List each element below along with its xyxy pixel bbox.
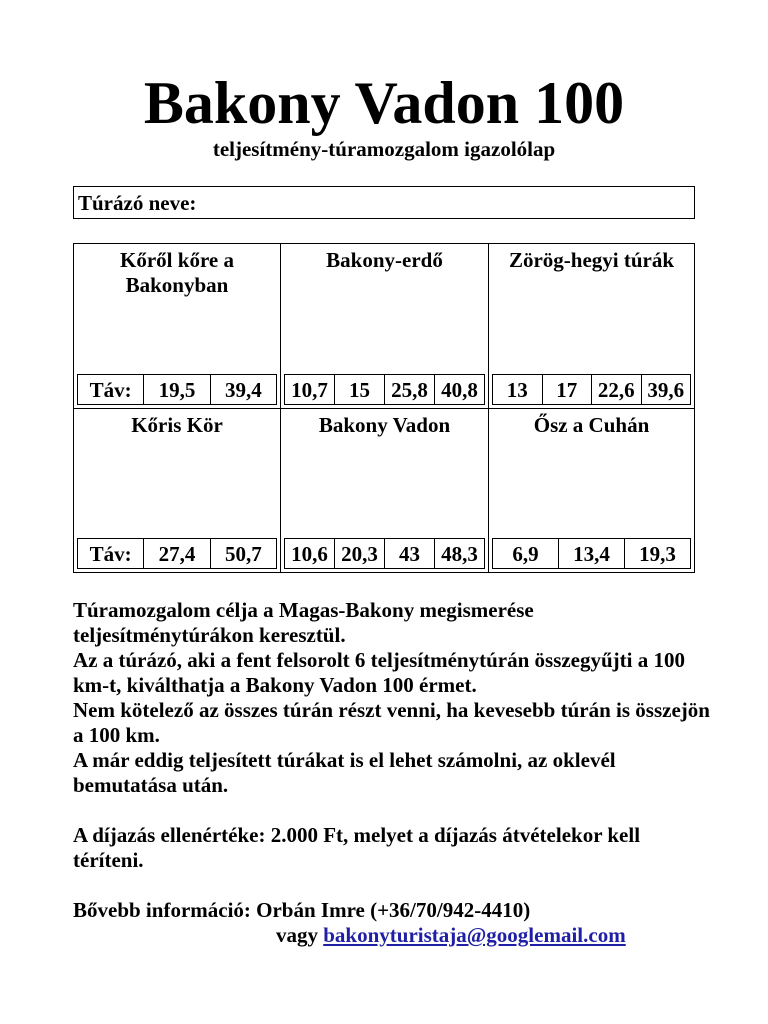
spacer (73, 873, 713, 898)
distance-label: Táv: (78, 539, 144, 568)
distance-value: 13 (493, 375, 543, 404)
distance-row (492, 374, 691, 405)
page-subtitle: teljesítmény-túramozgalom igazolólap (212, 137, 556, 161)
distance-row (77, 538, 277, 569)
tour-cell-koris-kor (74, 409, 281, 572)
distance-row (284, 374, 485, 405)
distance-value: 10,7 (285, 375, 335, 404)
distance-row (284, 538, 485, 569)
email-link[interactable]: bakonyturistaja@googlemail.com (323, 923, 626, 947)
tour-cell-koroI-kore (74, 244, 281, 409)
tour-name: Zörög-hegyi túrák (508, 248, 675, 272)
distance-value: 13,4 (559, 539, 625, 568)
distance-label: Táv: (78, 375, 144, 404)
contact-email-line (73, 923, 713, 948)
description-text (73, 598, 713, 948)
paragraph-goal: Túramozgalom célja a Magas-Bakony megismerése teljesítménytúrákon keresztül. (73, 598, 534, 647)
distance-value: 10,6 (285, 539, 335, 568)
paragraph-optional: Nem kötelező az összes túrán részt venni, ha kevesebb túrán is összejön a 100 km. (73, 698, 710, 747)
hiker-name-label: Túrázó neve: (78, 191, 197, 215)
hiker-name-field[interactable] (73, 186, 695, 219)
distance-value: 17 (543, 375, 593, 404)
distance-value: 25,8 (385, 375, 435, 404)
distance-value: 27,4 (144, 539, 210, 568)
distance-value: 39,4 (224, 377, 262, 402)
tour-name: Bakony-erdő (326, 248, 443, 272)
distance-value: 19,5 (144, 375, 210, 404)
paragraph-previous: A már eddig teljesített túrákat is el lehet számolni, az oklevél bemutatása után. (73, 748, 616, 797)
tour-name: Bakony Vadon (318, 413, 451, 437)
paragraph-fee: A díjazás ellenértéke: 2.000 Ft, melyet a díjazás átvételekor kell téríteni. (73, 823, 641, 872)
tour-name: Kőről kőre a Bakonyban (120, 248, 234, 297)
tour-cell-bakony-vadon (281, 409, 489, 572)
distance-value: 43 (385, 539, 435, 568)
distance-value: 40,8 (441, 377, 478, 402)
distance-row (492, 538, 691, 569)
spacer (73, 798, 713, 823)
distance-value: 39,6 (647, 377, 685, 402)
distance-value: 50,7 (224, 541, 262, 566)
distance-value: 22,6 (592, 375, 642, 404)
tour-grid (73, 243, 695, 573)
distance-value: 19,3 (639, 541, 676, 566)
page-title: Bakony Vadon 100 (143, 70, 625, 136)
distance-value: 15 (335, 375, 385, 404)
email-prefix: vagy (276, 923, 324, 947)
tour-cell-osz-a-cuhan (489, 409, 694, 572)
distance-value: 20,3 (335, 539, 385, 568)
paragraph-requirement: Az a túrázó, aki a fent felsorolt 6 teljesítménytúrán összegyűjti a 100 km-t, kiválthatja a Bakony Vadon 100 érmet. (73, 648, 686, 697)
distance-row (77, 374, 277, 405)
tour-cell-bakony-erdo (281, 244, 489, 409)
contact-info: Bővebb információ: Orbán Imre (+36/70/942-4410) (73, 898, 531, 922)
tour-cell-zorog-hegyi (489, 244, 694, 409)
distance-value: 48,3 (441, 541, 478, 566)
tour-name: Kőris Kör (131, 413, 223, 437)
distance-value: 6,9 (493, 539, 559, 568)
tour-name: Ősz a Cuhán (533, 413, 650, 437)
